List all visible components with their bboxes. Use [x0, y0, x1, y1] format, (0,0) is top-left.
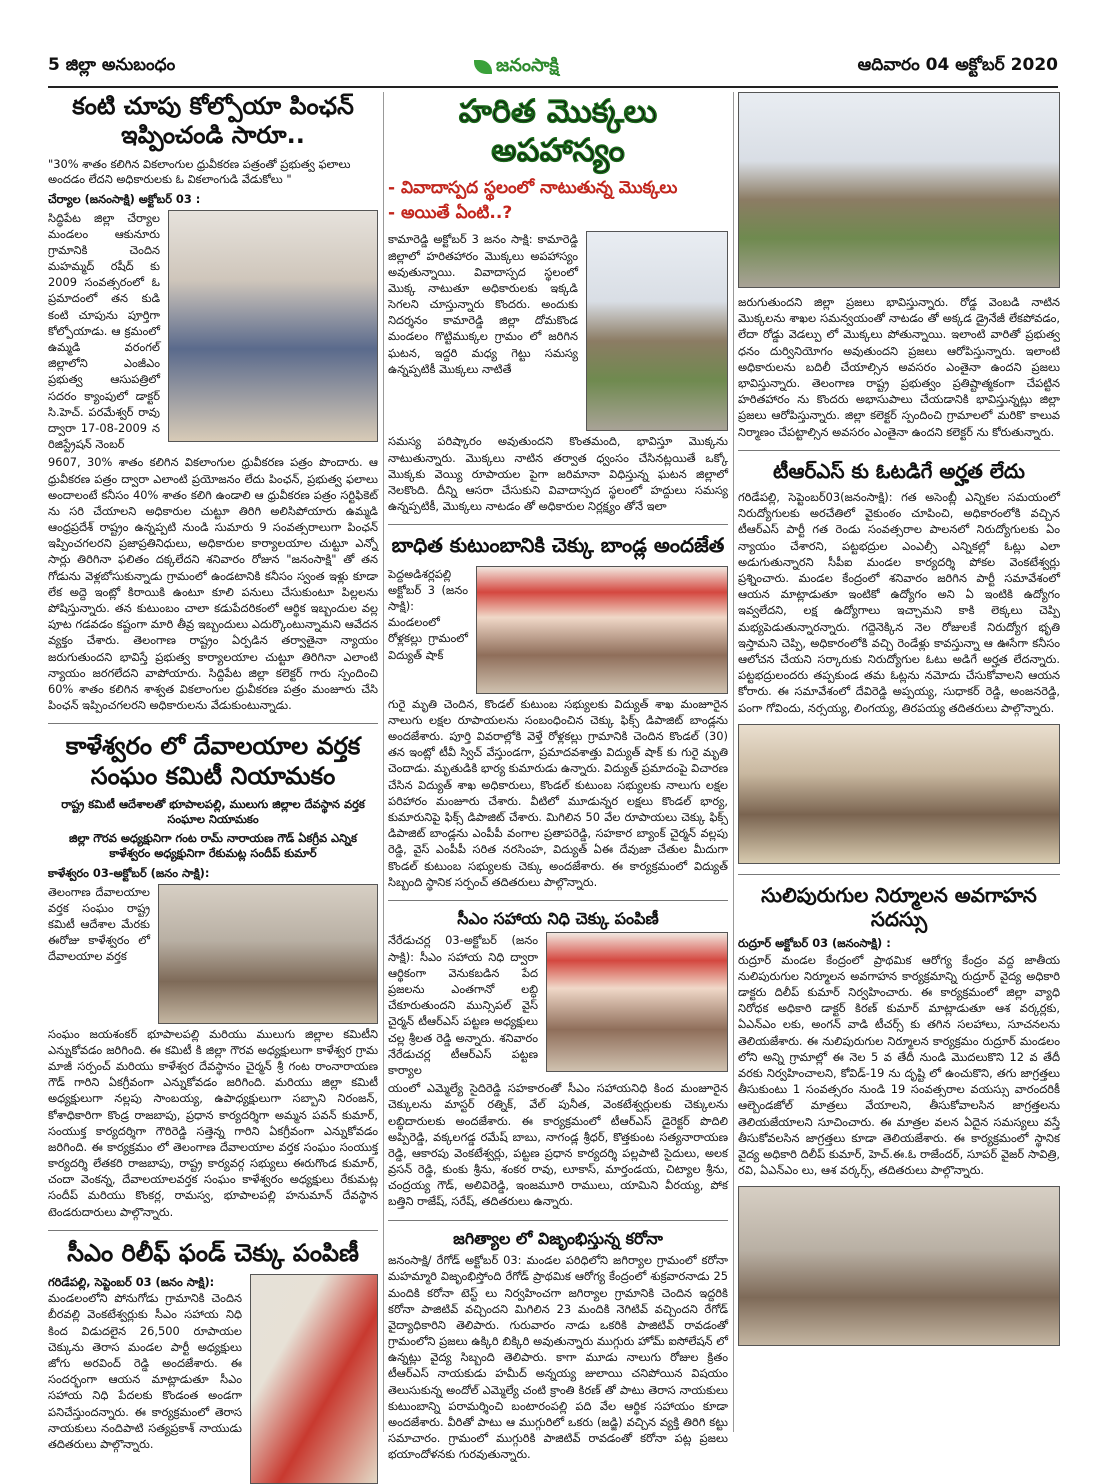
column-left — [48, 92, 378, 1451]
article-photo — [738, 724, 1060, 864]
article-photo — [158, 884, 378, 1024]
article-photo — [738, 92, 1060, 288]
column-right — [738, 92, 1060, 1432]
issue-date: ఆదివారం 04 అక్టోబర్ 2020 — [857, 55, 1058, 75]
column-divider — [733, 92, 734, 1432]
article-body: జరుగుతుందని జిల్లా ప్రజలు భావిస్తున్నారు. రోడ్డ వెంబడి నాటిన మొక్కలను శాఖల సమన్వయంతో నాటడం తో అక్కడ డ్రైనేజీ లేకపోవడం, లేదా రోడ్డు వెడల్పు లో మొక్కలు పోతున్నాయి. ఇలాంటి వారితో ప్రభుత్వ ధనం దుర్వినియోగం అవుతుందని ప్రజలు ఆరోపిస్తున్నారు. ఇలాంటి అధికారులను బదిలీ చేయాల్సిన అవసరం ఎంతైనా ఉందని ప్రజలు భావిస్తున్నారు. తెలంగాణ రాష్ట్ర ప్రభుత్వం ప్రతిష్టాత్మకంగా చేపట్టిన హరితహారం ను కొందరు అభాసుపాలు చేయడానికి భావిస్తున్నట్లు జిల్లా ప్రజలు ఆరోపిస్తున్నారు. జిల్లా కలెక్టర్ స్పందించి గ్రామాలలో మరికొ కాలువ నిర్మాణం చేపట్టాల్సిన అవసరం ఎంతైనా ఉందని కలెక్టర్ ను కోరుతున్నారు. — [738, 295, 1060, 439]
column-divider — [383, 92, 384, 1432]
article-headline: కంటి చూపు కోల్పోయా పింఛన్ ఇప్పించండి సారూ.. — [72, 92, 354, 150]
logo-text: జనంసాక్షి — [496, 54, 559, 76]
article-body: గురై మృతి చెందిన, కొండల్ కుటుంబ సభ్యులకు విద్యుత్ శాఖ మంజూరైన నాలుగు లక్షల రూపాయలను సంబంధించిన చెక్కు ఫిక్స్ డిపాజిట్ బాండ్లను అందజేశారు. పూర్తి వివరాల్లోకి వెళ్తే రోళ్లకల్లు గ్రామానికి చెందిన కొండల్ (30) తన ఇంట్లో టీవీ స్విచ్ వేస్తుండగా, ప్రమాదవశాత్తు విద్యుత్ షాక్ కు గురై మృతి చెందాడు. మృతుడికి భార్య కుమారుడు ఉన్నారు. విద్యుత్ ప్రమాదంపై విచారణ చేసిన విద్యుత్ శాఖ అధికారులు, కొండల్ కుటుంబ సభ్యులకు నాలుగు లక్షల పరిహారం మంజూరు చేశారు. వీటిలో మూడున్నర లక్షలు కొండల్ భార్య, కుమారునిపై ఫిక్స్ డిపాజిట్ చేశారు. మిగిలిన 50 వేల రూపాయలు చెక్కు ఫిక్స్ డిపాజిట్ బాండ్లను ఎంపీపీ వంగాల ప్రతాపరెడ్డి, సహకార బ్యాంక్ చైర్మన్ వల్లపు రెడ్డి, వైస్ ఎంపీపీ సరిత నరసింహ, విద్యుత్ ఏఈ దేవుజా చేతుల మీదుగా కొండల్ కుటుంబ సభ్యులకు చెక్కు అందజేశారు. ఈ కార్యక్రమంలో విద్యుత్ సిబ్బంది స్థానిక సర్పంచ్ తదితరులు పాల్గొన్నారు. — [388, 696, 728, 889]
article-headline: బాధిత కుటుంబానికి చెక్కు బాండ్ల అందజేత — [391, 533, 725, 558]
article-subhead: "30% శాతం కలిగిన వికలాంగుల ధ్రువీకరణ పత్రంతో ప్రభుత్వ ఫలాలు అందడం లేదని అధికారులకు ఓ వికలాంగుడి వేడుకోలు " — [48, 156, 351, 186]
divider — [48, 1230, 378, 1231]
article-photo — [738, 1186, 1060, 1346]
article-photo — [168, 210, 378, 442]
divider — [738, 874, 1060, 875]
article-body: సంఘం జయశంకర్ భూపాలపల్లి మరియు ములుగు జిల్లాల కమిటీని ఎన్నుకోవడం జరిగింది. ఈ కమిటీ కి జిల్లా గౌరవ అధ్యక్షులుగా కాళేశ్వర గ్రామ మాజీ సర్పంచ్ మరియు కాళేశ్వర దేవస్థానం చైర్మన్ శ్రీ గంట రాంనారాయణ గౌడ్ గారిని ఏకగ్రీవంగా ఎన్నుకోవడం జరిగింది. మరియు జిల్లా కమిటీ అధ్యక్షులుగా నల్లపు సాంబయ్య, ఉపాధ్యక్షులుగా సబ్బాని నిరంజన్, కోశాధికారిగా కొండ్ర రాజబాపు, ప్రధాన కార్యదర్శిగా అమ్మన పవన్ కుమార్, సంయుక్త కార్యదర్శిగా గౌరిరెడ్డి సత్తెన్న గారిని ఏకగ్రీవంగా ఎన్నుకోవడం జరిగింది. ఈ కార్యక్రమం లో తెలంగాణ దేవాలయాల వర్తక సంఘం సంయుక్త కార్యదర్శి లేతకరి రాజబాపు, రాష్ట్ర కార్యవర్గ సభ్యులు ఈరుగొండ కుమార్, చందా వెంకన్న, దేవాలయాలవర్తక సంఘం కాళేశ్వరం అధ్యక్షులు రేకుమట్ల సందీప్ మరియు కొంకర్ల, రామస్వ, భూపాలపల్లి హనుమాన్ దేవస్థాన టెండరుదారులు పాల్గొన్నారు. — [48, 1026, 378, 1219]
article-headline: జగిత్యాల లో విజృంభిస్తున్న కరోనా — [453, 1228, 663, 1248]
page-header — [48, 48, 1058, 88]
dateline: గరిడేపల్లి, సెప్టెంబర్ 03 (జనం సాక్షి): — [48, 1275, 215, 1290]
article-photo — [546, 932, 728, 1072]
dateline: రుద్రూర్ అక్టోబర్ 03 (జనంసాక్షి) : — [738, 936, 891, 951]
article-body: యంలో ఎమ్మెల్యే సైదిరెడ్డి సహకారంతో సీఎం సహాయనిధి కింద మంజూరైన చెక్కులను మాస్టర్ రత్నిక్, వేల్ పునీత, వెంకటేశ్వర్లులకు చెక్కులను లబ్ధిదారులకు అందజేశారు. ఈ కార్యక్రమంలో టీఆర్ఎస్ డైరెక్టర్ పొదిలి అప్పిరెడ్డి, వక్కలగడ్డ రమేష్ బాబు, నాగండ్ల శ్రీధర్, కొత్తకుంట సత్యనారాయణ రెడ్డి, ఆకారపు వెంకటేశ్వర్లు, పట్టణ ప్రధాన కార్యదర్శి పల్లపాటి సైదులు, అలక వ్రసన్ రెడ్డి, కుంకు శ్రీను, శంకర రావు, లూకాస్, మార్తండయ, చిట్యాల శ్రీను, చంద్రయ్య గౌడ్, అలివిరెడ్డి, ఇంజమూరి రాములు, యామిని వీరయ్య, పోక బత్తిని రాజేష్, సరేష్, తదితరులు ఉన్నారు. — [388, 1081, 728, 1209]
article-headline: సీఎం రిలీఫ్ ఫండ్ చెక్కు పంపిణీ — [67, 1238, 359, 1267]
article-body: జనంసాక్షి/ రేగోడ్ అక్టోబర్ 03: మండల పరిధిలోని జగిర్యాల గ్రామంలో కరోనా మహమ్మారి విజృంభిస్తోంది రేగోడ్ ప్రాథమిక ఆరోగ్య కేంద్రంలో శుక్రవారనాడు 25 మందికి కరోనా టెస్ట్ లు నిర్వహించగా జగిర్యాల గ్రామానికి చెందిన ఇద్దరికి కరోనా పాజిటివ్ వచ్చిందని మిగిలిన 23 మందికి నెగిటివ్ వచ్చిందని రేగోడ్ వైద్యాధికారిని తెలిపారు. గురువారం నాడు ఒకరికి పాజిటివ్ రావడంతో గ్రామంలోని ప్రజలు ఉక్కిరి బిక్కిరి అవుతున్నారు ముగ్గురు హోమ్ ఐసోలేషన్ లో ఉన్నట్లు వైద్య సిబ్బంది తెలిపారు. కాగా మూడు నాలుగు రోజుల క్రితం టీఆర్ఎస్ నాయకుడు హమీద్ అన్నయ్య జులాయి చనిపోయిన విషయం తెలుసుకున్న అందోల్ ఎమ్మెల్యే చంటి క్రాంతి కిరణ్ తో పాటు తెరాస నాయకులు కుటుంబాన్ని పరామర్శించి బంటారంపల్లి పది వేల ఆర్థిక సహాయం కూడా అందజేశారు. వీరితో పాటు ఆ ముగ్గురిలో ఒకరు (జడ్జి) వచ్చిన వ్యక్తి తిరిగి కట్టు సమాచారం. గ్రామంలో ముగ్గురికి పాజిటివ్ రావడంతో కరోనా పట్ల ప్రజలు భయాందోళనకు గురవుతున్నారు. — [388, 1253, 728, 1462]
dateline: చేర్యాల (జనంసాక్షి) అక్టోబర్ 03 : — [48, 192, 201, 207]
article-body: సమస్య పరిష్కారం అవుతుందని కొంతమంది, భావిస్తూ మొక్కను నాటుతున్నారు. మొక్కలు నాటిన తర్వాత ధ్వంసం చేసినట్లయితే ఒక్కో మొక్కకు వెయ్యి రూపాయల పైగా జరిమానా విధిస్తున్న ఘటన జిల్లాలో నెలకొంది. దీన్ని ఆసరా చేసుకుని వివాదాస్పద స్థలంలో హద్దులు సమస్య ఉన్నప్పటికీ, మొక్కలు నాటడం తో అధికారుల నిర్లక్ష్యం తోనే ఇలా — [388, 434, 728, 514]
column-middle — [388, 92, 728, 1462]
article-photo — [586, 231, 728, 431]
article-headline: టీఆర్ఎస్ కు ఓటడిగే అర్హత లేదు — [773, 458, 1025, 483]
article-body: కామారెడ్డి అక్టోబర్ 3 జనం సాక్షి: కామారెడ్డి జిల్లాలో హరితహారం మొక్కలు అపహాస్యం అవుతున్నాయి. వివాదాస్పద స్థలంలో మొక్క నాటుతూ అధికారులకు ఇక్కడి సెగలని చూస్తున్నారు కొందరు. అందుకు నిదర్శనం కామారెడ్డి జిల్లా దోమకొండ మండలం గొట్టిముక్కల గ్రామం లో జరిగిన ఘటన, ఇద్దరి మధ్య గెట్టు సమస్య ఉన్నప్పటికీ మొక్కలు నాటితే — [388, 232, 578, 376]
leaf-icon — [474, 60, 492, 74]
article-body: గరిడేపల్లి, సెప్టెంబర్03(జనంసాక్షి): గత అసెంబ్లీ ఎన్నికల సమయంలో నిరుద్యోగులకు అరచేతిలో వైకుంఠం చూపించి, అధికారంలోకి వచ్చిన టీఆర్ఎస్ పార్టీ గత రెండు సంవత్సరాల పాలనలో నిరుద్యోగులకు ఏం న్యాయం చేశారని, పట్టభద్రుల ఎంఎల్సీ ఎన్నికల్లో ఓట్లు ఎలా అడుగుతున్నారని సీపీఐ మండల కార్యదర్శి పోకల వెంకటేశ్వర్లు ప్రశ్నించారు. మండల కేంద్రంలో శనివారం జరిగిన పార్టీ సమావేశంలో ఆయన మాట్లాడుతూ ఇంటికో ఉద్యోగం అని ఏ ఇంటికి ఉద్యోగం ఇవ్వలేదని, లక్ష ఉద్యోగాలు ఇచ్చామని కాకి లెక్కలు చెప్పి మభ్యపెడుతున్నారన్నారు. గద్దెనెక్కిన నెల రోజులకే నిరుద్యోగ భృతి ఇస్తామని చెప్పి, అధికారంలోకి వచ్చి రెండేళ్లు కావస్తున్నా ఆ ఊసేగా కనీసం ఆలోచన చేయని సర్కారుకు నిరుద్యోగుల ఓటు అడిగే అర్హత లేదన్నారు. పట్టభద్రులందరు తప్పకుండ తమ ఓట్లను నమోదు చేసుకోవాలని ఆయన కోరారు. ఈ సమావేశంలో దేవిరెడ్డి అప్పయ్య, సుధాకర్ రెడ్డి, అంజనరెడ్డి, పంగా గోవిందు, నర్సయ్య, లింగయ్య, తిరపయ్య తదితరులు పాల్గొన్నారు. — [738, 490, 1060, 715]
article-body: 9607, 30% శాతం కలిగిన వికలాంగుల ధ్రువీకరణ పత్రం పొందారు. ఆ ధ్రువీకరణ పత్రం ద్వారా ఎలాంటి ప్రయోజనం లేదు పింఛన్, ప్రభుత్వ ఫలాలు అందాలంటే కనీసం 40% శాతం కలిగి ఉండాలి ఆ ధ్రువీకరణ పత్రం సర్టిఫికెట్ ను సరి చేయాలని అధికారుల చుట్టూ తిరిగి అలిసిపోయారు ఉమ్మడి ఆంధ్రప్రదేశ్ రాష్ట్రం ఉన్నప్పటి నుండి సుమారు 9 సంవత్సరాలుగా పింఛన్ ఇప్పించగలరని ప్రజాప్రతినిధులు, అధికారుల కార్యాలయాల చుట్టూ ఎన్నో సార్లు తిరిగినా ఫలితం దక్కలేదని శనివారం రోజున "జనంసాక్షి" తో తన గోడును వెళ్లబోసుకున్నాడు గ్రామంలో ఉండటానికి కనీసం స్వంత ఇళ్లు కూడా లేక అద్దె ఇంట్లో కిరాయికి ఉంటూ కూలి పనులు చేసుకుంటూ పిల్లలను పోషిస్తున్నారు. తన కుటుంబం చాలా కడుపేదరికంలో ఆర్థిక ఇబ్బందుల వల్ల పూట గడవడం కష్టంగా మారి తీవ్ర ఇబ్బందులు ఎదుర్కొంటున్నామని ఆవేదన వ్యక్తం చేశారు. తెలంగాణ రాష్ట్రం ఏర్పడిన తర్వాతైనా న్యాయం జరుగుతుందని భావిస్తే ప్రభుత్వ కార్యాలయాల చుట్టూ తిరిగినా ఎలాంటి న్యాయం జరగలేదని వాపోయారు. సిద్దిపేట జిల్లా కలెక్టర్ గారు స్పందించి 60% శాతం కలిగిన శాశ్వత వికలాంగుల ధ్రువీకరణ పత్రం మంజూరు చేసి పింఛన్ ఇప్పించగలరని అధికారులను వేడుకుంటున్నాడు. — [48, 455, 378, 713]
divider — [738, 450, 1060, 451]
divider — [388, 1220, 728, 1221]
article-headline: సీఎం సహాయ నిధి చెక్కు పంపిణీ — [457, 908, 659, 928]
article-photo — [250, 1274, 378, 1484]
dateline: కాళేశ్వరం 03-అక్టోబర్ (జనం సాక్షి): — [48, 866, 210, 881]
divider — [48, 723, 378, 724]
divider — [388, 524, 728, 525]
article-body: నేరేడుచర్ల 03-అక్టోబర్ (జనం సాక్షి): సీఎం సహాయ నిధి ద్వారా ఆర్థికంగా వెనుకబడిన పేద ప్రజలను ఎంతగానో లబ్ధి చేకూరుతుందని మున్సిపల్ వైస్ చైర్మన్ టీఆర్ఎస్ పట్టణ అధ్యక్షులు చల్ల శ్రీలత రెడ్డి అన్నారు. శనివారం నేరేడుచర్ల టీఆర్ఎస్ పట్టణ కార్యాల — [388, 933, 538, 1077]
article-body: మండలంలోని పోనుగోడు గ్రామానికి చెందిన బీరవల్లి వెంకటేశ్వర్లుకు సీఎం సహాయ నిధి కింద విడుదలైన 26,500 రూపాయల చెక్కును తెరాస మండల పార్టీ అధ్యక్షులు జోగు అరవింద్ రెడ్డి అందజేశారు. ఈ సందర్భంగా ఆయన మాట్లాడుతూ సీఎం సహాయ నిధి పేదలకు కొండంత అండగా పనిచేస్తుందన్నారు. ఈ కార్యక్రమంలో తెరాస నాయకులు నందిపాటి సత్యప్రకాశ్ నాయుడు తదితరులు పాల్గొన్నారు. — [48, 1291, 242, 1451]
article-body: సిద్ధిపేట జిల్లా చేర్యాల మండలం ఆకునూరు గ్రామానికి చెందిన మహమ్మద్ రషీద్ కు 2009 సంవత్సరంలో ఓ ప్రమాదంలో తన కుడి కంటి చూపును పూర్తిగా కోల్పోయాడు. ఆ క్రమంలో ఉమ్మడి వరంగల్ జిల్లాలోని ఎంజీఎం ప్రభుత్వ ఆసుపత్రిలో సదరం క్యాంపులో డాక్టర్ సి.హెచ్. పరమేశ్వర్ రావు ద్వారా 17-08-2009 న రిజిస్ట్రేషన్ నెంబర్ — [48, 210, 160, 452]
article-subhead: - అయితే ఏంటి..? — [388, 202, 513, 223]
article-body: పెద్దఅడిశర్లపల్లి అక్టోబర్ 3 (జనం సాక్షి): మండలంలో రోళ్లకల్లు గ్రామంలో విద్యుత్ షాక్ — [388, 566, 468, 662]
page-label: 5 జిల్లా అనుబంధం — [48, 55, 176, 75]
article-headline: హరిత మొక్కలు అపహాస్యం — [458, 92, 658, 170]
article-body: తెలంగాణ దేవాలయాల వర్తక సంఘం రాష్ట్ర కమిటీ ఆదేశాల మేరకు ఈరోజు కాళేశ్వరం లో దేవాలయాల వర్తక — [48, 884, 150, 964]
article-subhead: - వివాదాస్పద స్థలంలో నాటుతున్న మొక్కలు — [388, 178, 678, 199]
article-headline: కాళేశ్వరం లో దేవాలయాల వర్తక సంఘం కమిటీ నియామకం — [65, 732, 361, 790]
divider — [388, 900, 728, 901]
masthead-logo — [474, 55, 559, 80]
article-body: రుద్రూర్ మండల కేంద్రంలో ప్రాథమిక ఆరోగ్య కేంద్రం వద్ద జాతీయ నులిపురుగుల నిర్మూలన అవగాహన కార్యక్రమాన్ని రుద్రూర్ వైద్య అధికారి డాక్టరు దిలీప్ కుమార్ నిర్వహించారు. ఈ కార్యక్రమంలో జిల్లా వ్యాధి నిరోధక అధికారి డాక్టర్ కిరణ్ కుమార్ మాట్లాడుతూ ఆశ వర్కర్లకు, ఏఎన్ఎం లకు, అంగన్ వాడి టీచర్స్ కు తగిన సలహాలు, సూచనలను తెలియజేశారు. ఈ నులిపురుగుల నిర్మూలన కార్యక్రమం రుద్రూర్ మండలం లోని అన్ని గ్రామాల్లో ఈ నెల 5 వ తేదీ నుండి మొదలుకొని 12 వ తేదీ వరకు నిర్వహించాలని, కోవిడ్-19 ను దృష్టి లో ఉంచుకొని, తగు జాగ్రత్తలు తీసుకుంటు 1 సంవత్సరం నుండి 19 సంవత్సరాల వయస్సు వారందరికీ ఆల్బెండజోల్ మాత్రలు వేయాలని, తీసుకోవాలసిన జాగ్రత్తలను తెలియజేయాలని సూచించారు. ఈ మాత్రల వలన ఏదైన సమస్యలు వస్తే తీసుకోవలసిన జాగ్రత్తలు కూడా తెలియజేశారు. ఈ కార్యక్రమంలో స్థానిక వైద్య అధికారి దిలీప్ కుమార్, హెచ్.ఈ.ఓ రాజేందర్, సూపర్ వైజర్ సావిత్రి, రవి, ఏఎన్ఎం లు, ఆశ వర్కర్స్, తదితరులు పాల్గొన్నారు. — [738, 952, 1060, 1178]
article-subhead: జిల్లా గౌరవ అధ్యక్షునిగా గంట రామ్ నారాయణ గౌడ్ ఏకగ్రీవ ఎన్నిక కాళేశ్వరం అధ్యక్షునిగా రేకుమట్ల సందీప్ కుమార్ — [69, 830, 357, 861]
article-photo — [476, 566, 728, 694]
article-subhead: రాష్ట్ర కమిటీ ఆదేశాలతో భూపాలపల్లి, ములుగు జిల్లాల దేవస్థాన వర్తక సంఘాల నియామకం — [61, 796, 365, 827]
article-headline: సులిపురుగుల నిర్మూలన అవగాహన సదస్సు — [761, 882, 1037, 932]
